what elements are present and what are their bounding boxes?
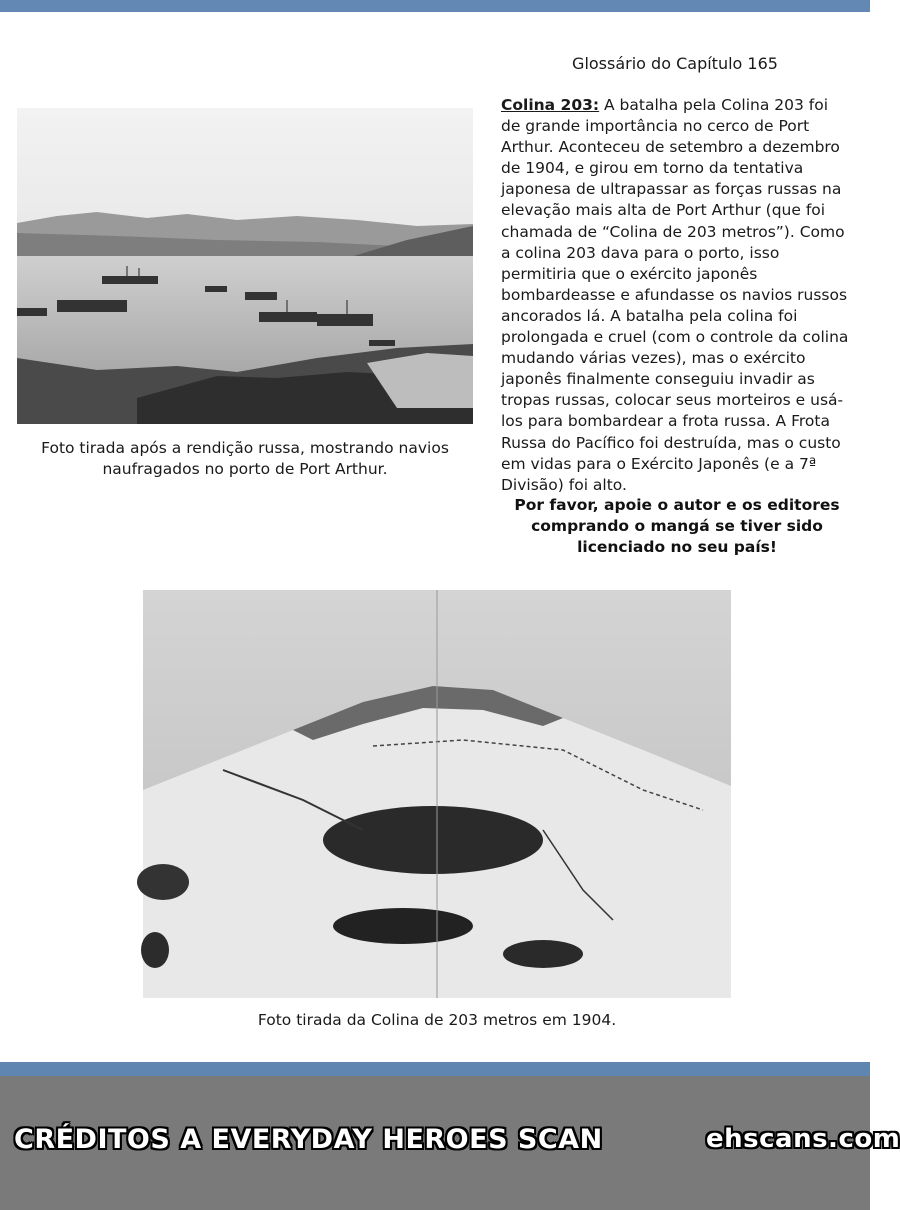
hill-photo [143,590,731,998]
harbor-photo [17,108,473,424]
site-link[interactable]: ehscans.com [706,1124,900,1154]
footer-accent-bar [0,1062,870,1076]
top-accent-bar [0,0,870,12]
scan-credit: CRÉDITOS A EVERYDAY HEROES SCAN [14,1124,603,1155]
glossary-entry [501,95,851,496]
glossary-title: Glossário do Capítulo 165 [572,54,778,73]
hill-photo-caption: Foto tirada da Colina de 203 metros em 1904. [257,1011,617,1029]
entry-term: Colina 203: [501,96,600,114]
harbor-photo-caption: Foto tirada após a rendição russa, mostrando navios naufragados no porto de Port Arthur. [41,439,449,478]
entry-text: A batalha pela Colina 203 foi de grande importância no cerco de Port Arthur. Aconteceu de setembro a dezembro de 1904, e girou em torno da tentativa japonesa de ultrapassar as forças russas na elevação mais alta de Port Arthur (que foi chamada de “Colina de 203 metros”). Como a colina 203 dava para o porto, isso permitiria que o exército japonês bombardeasse e afundasse os navios russos ancorados lá. A batalha pela colina foi prolongada e cruel (com o controle da colina mudando várias vezes), mas o exército japonês finalmente conseguiu invadir as tropas russas, colocar seus morteiros e usá-los para bombardear a frota russa. A Frota Russa do Pacífico foi destruída, mas o custo em vidas para o Exército Japonês (e a 7ª Divisão) foi alto. [501,96,849,494]
support-note: Por favor, apoie o autor e os editores comprando o mangá se tiver sido licenciado no seu país! [514,496,840,556]
